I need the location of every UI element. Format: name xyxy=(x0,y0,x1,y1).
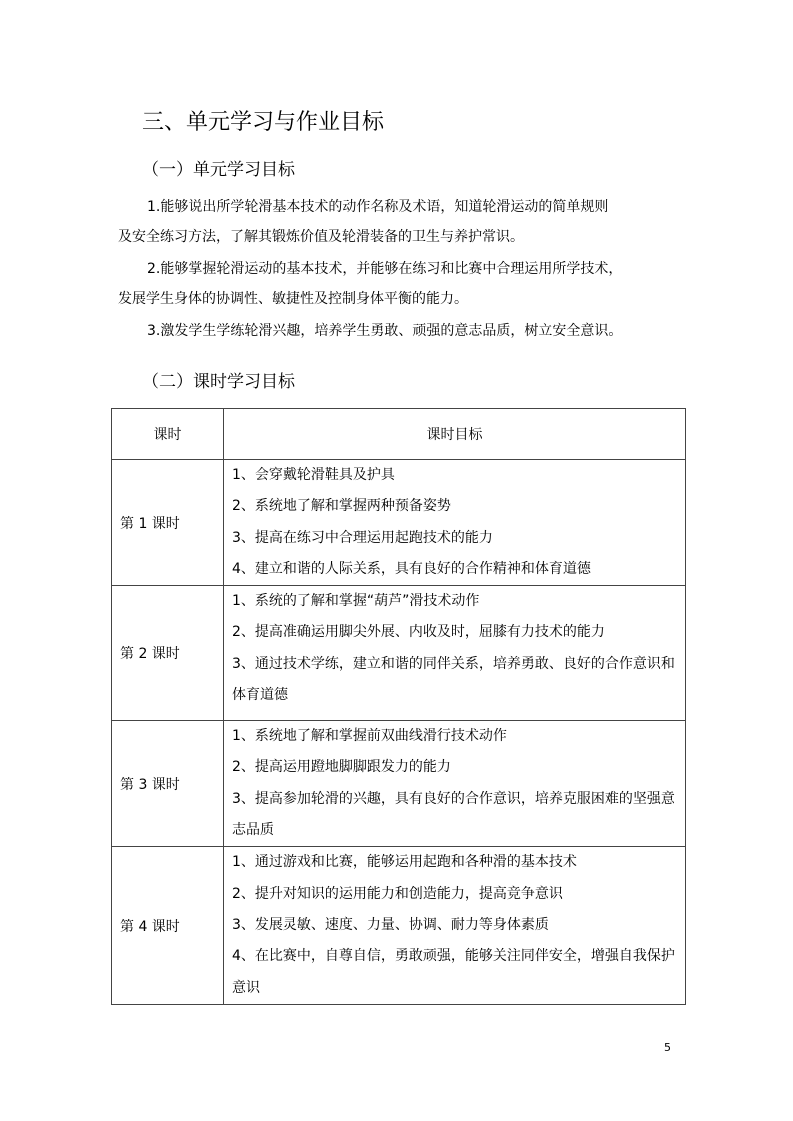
paragraph-goal-3 xyxy=(118,316,692,346)
table-row xyxy=(112,586,686,721)
lesson-goals xyxy=(224,721,686,847)
paragraph-line: 及安全练习方法，了解其锻炼价值及轮滑装备的卫生与养护常识。 xyxy=(118,229,524,245)
lesson-label: 第 4 课时 xyxy=(112,847,224,1004)
goal-item: 1、系统的了解和掌握“葫芦”滑技术动作 xyxy=(232,593,480,610)
lesson-label: 第 2 课时 xyxy=(112,586,224,721)
section-heading-lesson-goals: （二）课时学习目标 xyxy=(142,372,295,392)
goal-item: 1、通过游戏和比赛，能够运用起跑和各种滑的基本技术 xyxy=(232,854,577,871)
paragraph-line: 2.能够掌握轮滑运动的基本技术，并能够在练习和比赛中合理运用所学技术， xyxy=(147,261,623,277)
paragraph-line: 发展学生身体的协调性、敏捷性及控制身体平衡的能力。 xyxy=(118,291,468,307)
paragraph-line: 1.能够说出所学轮滑基本技术的动作名称及术语，知道轮滑运动的简单规则 xyxy=(147,199,609,215)
goal-item: 4、在比赛中，自尊自信，勇敢顽强，能够关注同伴安全，增强自我保护意识 xyxy=(232,948,675,996)
goal-item: 2、提高运用蹬地脚脚跟发力的能力 xyxy=(232,759,451,776)
goal-item: 3、提高在练习中合理运用起跑技术的能力 xyxy=(232,529,493,546)
table-row xyxy=(112,847,686,1004)
lesson-label: 第 1 课时 xyxy=(112,460,224,586)
goal-item: 1、会穿戴轮滑鞋具及护具 xyxy=(232,467,395,483)
goal-item: 3、提高参加轮滑的兴趣，具有良好的合作意识，培养克服困难的坚强意志品质 xyxy=(232,790,675,839)
table-header-row xyxy=(112,409,686,460)
page-heading: 三、单元学习与作业目标 xyxy=(142,110,385,135)
lesson-goals xyxy=(224,586,686,721)
goal-item: 2、提升对知识的运用能力和创造能力，提高竞争意识 xyxy=(232,885,563,902)
lesson-goals-table xyxy=(111,408,686,1005)
header-lesson: 课时 xyxy=(112,409,224,460)
paragraph-goal-1 xyxy=(118,192,692,252)
table-row xyxy=(112,460,686,586)
section-heading-unit-goals: （一）单元学习目标 xyxy=(142,160,295,180)
goal-item: 4、建立和谐的人际关系，具有良好的合作精神和体育道德 xyxy=(232,560,591,577)
goal-item: 2、提高准确运用脚尖外展、内收及时，屈膝有力技术的能力 xyxy=(232,624,605,641)
table-row xyxy=(112,721,686,847)
lesson-goals xyxy=(224,847,686,1004)
lesson-label: 第 3 课时 xyxy=(112,721,224,847)
goal-item: 3、通过技术学练，建立和谐的同伴关系，培养勇敢、良好的合作意识和体育道德 xyxy=(232,655,675,704)
goal-item: 3、发展灵敏、速度、力量、协调、耐力等身体素质 xyxy=(232,916,549,933)
goal-item: 1、系统地了解和掌握前双曲线滑行技术动作 xyxy=(232,728,507,745)
goal-item: 2、系统地了解和掌握两种预备姿势 xyxy=(232,498,451,515)
header-goals: 课时目标 xyxy=(224,409,686,460)
paragraph-line: 3.激发学生学练轮滑兴趣，培养学生勇敢、顽强的意志品质，树立安全意识。 xyxy=(147,323,623,339)
lesson-goals xyxy=(224,460,686,586)
paragraph-goal-2 xyxy=(118,254,692,314)
page-number: 5 xyxy=(664,1041,671,1054)
